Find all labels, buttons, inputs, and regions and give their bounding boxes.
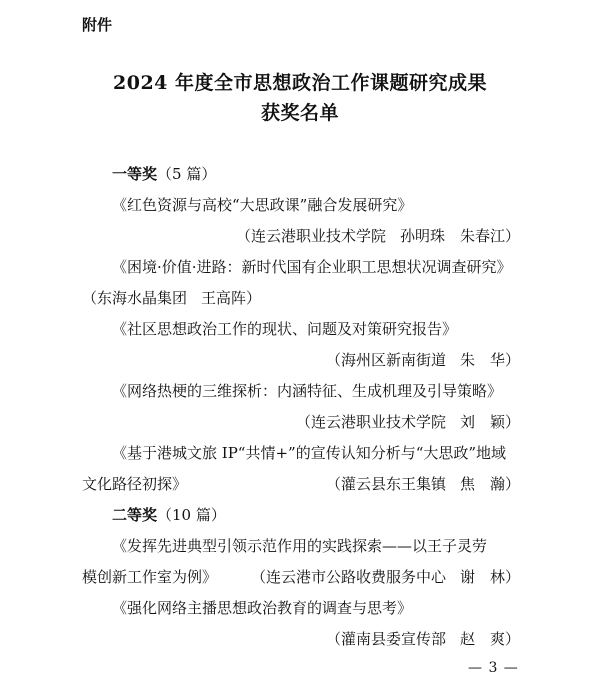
entry-unit: （灌云县东王集镇 — [325, 475, 446, 493]
second-prize-heading — [112, 504, 226, 526]
entry-authors: 赵 爽） — [459, 630, 520, 648]
entry-title: 《基于港城文旅 IP“共情+”的宣传认知分析与“大思政”地域 — [112, 444, 507, 462]
attachment-label: 附件 — [82, 16, 113, 34]
entry-title: 《强化网络主播思想政治教育的调查与思考》 — [112, 599, 413, 617]
entry-author-line — [326, 628, 520, 650]
entry-authors: 朱 华） — [459, 351, 520, 369]
entry-author-line — [251, 566, 520, 588]
document-title: 2024 年度全市思想政治工作课题研究成果 — [113, 72, 487, 94]
entry-authors: 孙明珠 朱春江） — [399, 227, 520, 245]
entry-title-continued-line — [82, 473, 520, 495]
first-prize-label: 一等奖 — [112, 165, 158, 183]
entry-authors: 刘 颖） — [459, 413, 520, 431]
entry-title-continued: 文化路径初探》 — [82, 475, 188, 493]
entry-unit: （海州区新南街道 — [325, 351, 446, 369]
entry-unit: （连云港职业技术学院 — [295, 413, 446, 431]
first-prize-count: （5 篇） — [157, 165, 217, 183]
entry-title: 《困境·价值·进路：新时代国有企业职工思想状况调查研究》 — [112, 258, 512, 276]
entry-title: 《网络热梗的三维探析：内涵特征、生成机理及引导策略》 — [112, 382, 503, 400]
entry-authors: 焦 瀚） — [459, 475, 520, 493]
page-number: — 3 — — [468, 660, 519, 676]
entry-unit: （东海水晶集团 — [82, 289, 188, 307]
entry-unit: （连云港市公路收费服务中心 — [250, 568, 446, 586]
entry-authors: 王高阵） — [201, 289, 262, 307]
entry-unit: （灌南县委宣传部 — [325, 630, 446, 648]
second-prize-label: 二等奖 — [112, 506, 158, 524]
second-prize-count: （10 篇） — [157, 506, 226, 524]
entry-title-continued-line — [82, 566, 520, 588]
entry-author-line — [82, 287, 261, 309]
entry-title: 《发挥先进典型引领示范作用的实践探索——以王子灵劳 — [112, 537, 488, 555]
first-prize-heading — [112, 163, 216, 185]
entry-authors: 谢 林） — [459, 568, 520, 586]
entry-author-line — [236, 225, 520, 247]
entry-title: 《红色资源与高校“大思政课”融合发展研究》 — [112, 196, 413, 214]
entry-title-continued: 模创新工作室为例》 — [82, 568, 218, 586]
entry-author-line — [296, 411, 520, 433]
entry-unit: （连云港职业技术学院 — [235, 227, 386, 245]
entry-title: 《社区思想政治工作的现状、问题及对策研究报告》 — [112, 320, 458, 338]
entry-author-line — [326, 349, 520, 371]
entry-author-line — [326, 473, 520, 495]
document-subtitle: 获奖名单 — [260, 102, 339, 124]
